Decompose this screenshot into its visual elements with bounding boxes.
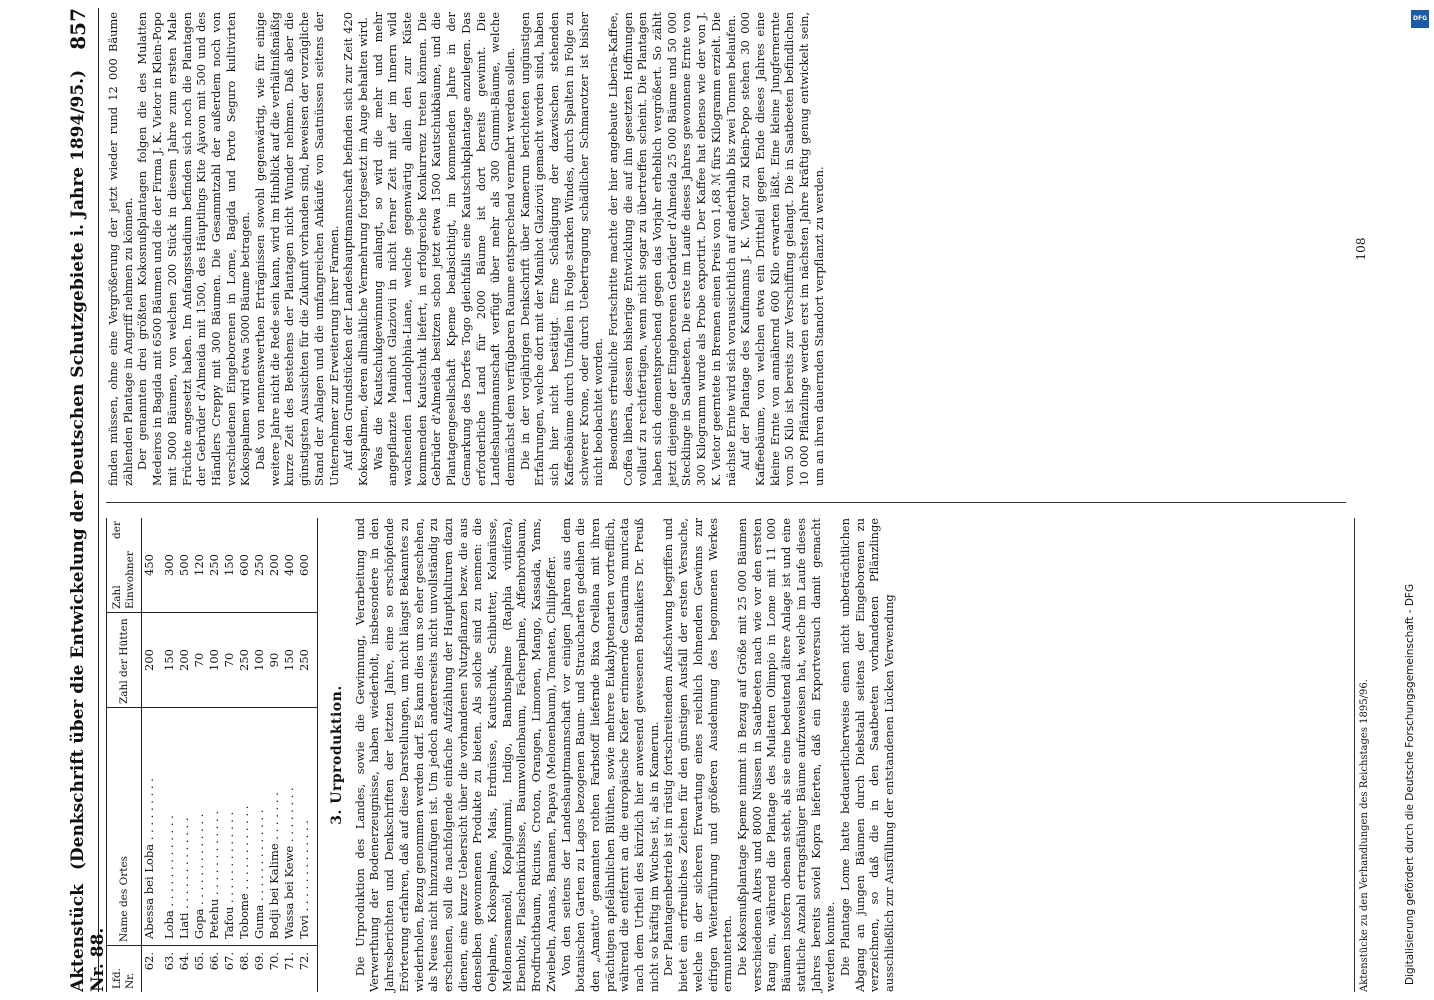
document-page [58,8,1382,992]
row-inhabitants: 300 [157,518,177,613]
paragraph: Auf den Grundstücken der Landeshauptmannschaft befinden sich zur Zeit 420 Kokospalmen, deren allmähliche Vermehrung fortgesetzt im Auge behalten wird. [341,12,370,486]
row-inhabitants: 600 [237,518,252,613]
row-place: Loba . . . . . . . . . . . . . [157,708,177,946]
row-number: 64. [177,952,191,971]
header-document-number: Aktenstück Nr. 88. [68,884,108,992]
table-header-row [107,518,142,992]
row-huts: 100 [252,613,267,708]
row-huts: 200 [177,613,192,708]
paragraph: Auf der Plantage des Kaufmanns J. K. Vietor zu Klein-Popo stehen 30 000 Kaffeebäume, von welchen etwa ein Drittheil gegen Ende dieses Jahres eine kleine Ernte von annähernd 600 Kilo erwarten läßt. Eine kleine Jungfernernte von 50 Kilo ist bereits zur Verschiffung gelangt. Die in Saatbeeten befindlichen 10 000 Pflänzlinge werden erst im nächsten Jahre kräftig genug entwickelt sein, um an ihren dauernden Standort verpflanzt zu werden. [738,12,826,486]
row-inhabitants: 500 [177,518,192,613]
row-place: Gopa . . . . . . . . . . . . . [192,708,207,946]
running-header [58,8,108,992]
table-row [177,518,192,992]
row-place: Tobome . . . . . . . . . . . . [237,708,252,946]
left-text-body [353,518,897,992]
paragraph: Besonders erfreuliche Fortschritte machte der hier angebaute Liberia-Kaffee, Coffea liberia, dessen bisherige Entwicklung die auf ihn gesetzten Hoffnungen vollauf zu rechtfertigen, wenn nicht sogar zu übertreffen scheint. Die Plantagen haben sich dementsprechend gegen das Vorjahr erheblich vergrößert. So zählt jetzt diejenige der Eingeborenen Gebrüder d'Almeida 25 000 Bäume und 50 000 Stecklinge in Saatbeeten. Die erste im Laufe dieses Jahres gewonnene Ernte von 300 Kilogramm wurde als Probe exportirt. Der Kaffee hat ebenso wie der von J. K. Vietor geerntete in Bremen einen Preis von 1,68 ℳ fürs Kilogramm erzielt. Die nächste Ernte wird sich voraussichtlich auf anderthalb bis zwei Tonnen belaufen. [605,12,738,486]
table-row [192,518,207,992]
table-row [297,518,318,992]
table-body [142,518,318,992]
left-column [106,518,897,992]
row-huts: 250 [237,613,252,708]
row-number: 67. [222,952,236,971]
village-table [106,518,318,992]
paragraph: Die Plantage Lome hatte bedauerlicherweise einen nicht unbeträchtlichen Abgang an jungen Bäumen durch Diebstahl seitens der Eingeborenen zu verzeichnen, so daß die in den Saatbeeten vorhandenen Pflänzlinge ausschließlich zur Ausfüllung der entstandenen Lücken Verwendung [837,518,897,992]
row-huts: 100 [207,613,222,708]
digitization-credit [1400,10,1422,990]
dfg-logo: DFG [1411,10,1429,28]
row-place: Guma . . . . . . . . . . . . . [252,708,267,946]
row-inhabitants: 250 [252,518,267,613]
row-place: Tafou . . . . . . . . . . . . . [222,708,237,946]
row-huts: 250 [297,613,318,708]
row-place: Tovi . . . . . . . . . . . . . [297,708,318,946]
table-row [252,518,267,992]
row-number: 65. [192,952,206,971]
paragraph: Die Urproduktion des Landes, sowie die Gewinnung, Verarbeitung und Verwerthung der Bodenerzeugnisse, haben wiederholt, insbesondere in den Jahresberichten und Denkschriften der letzten Jahre, eine so erschöpfende Erörterung erfahren, daß auf diese Darstellungen, um nicht längst Bekanntes zu wiederholen, Bezug genommen werden darf. Es kann dies um so eher geschehen, als Neues nicht hinzuzufügen ist. Um jedoch andererseits nicht unvollständig zu erscheinen, soll die nachfolgende einfache Aufzählung der Hauptkulturen dazu dienen, eine kurze Uebersicht über die vorhandenen Nutzpflanzen bezw. die aus denselben gewonnenen Produkte zu bieten. Als solche sind zu nennen: die Oelpalme, Kokospalme, Mais, Erdnüsse, Kautschuk, Schibutter, Kolanüsse, Melonensamenöl, Kopalgummi, Indigo, Bambuspalme (Raphia vinifera), Ebenholz, Flaschenkürbisse, Baumwollenbaum, Fächerpalme, Affenbrotbaum, Brodfruchtbaum, Ricinus, Croton, Orangen, Limonen, Mango, Kassada, Yams, Zwiebeln, Ananas, Bananen, Papaya (Melonenbaum), Tomaten, Chilipfeffer. [352,518,558,992]
col-header-inhabitants: Zahl der Einwohner [107,518,142,613]
paragraph: Die in der vorjährigen Denkschrift über Kamerun berichteten ungünstigen Erfahrungen, welche dort mit der Manihot Glaziovii gemacht worden sind, haben sich hier nicht bestätigt. Eine Schädigung der dazwischen stehenden Kaffeebäume durch Umfallen in Folge starken Windes, durch Spalten in Folge zu schwerer Krone, oder durch Uebertragung schädlicher Schmarotzer ist bisher nicht beobachtet worden. [517,12,606,486]
table-row [282,518,297,992]
row-inhabitants: 250 [207,518,222,613]
row-number: 71. [282,952,296,971]
row-inhabitants: 450 [142,518,158,613]
row-number: 66. [207,952,221,971]
row-number: 70. [267,952,281,971]
paragraph: Der Plantagenbetrieb ist in rüstig fortschreitendem Aufschwung begriffen und bietet ein erfreuliches Zeichen für den günstigen Ausfall der ersten Versuche, welche in der sicheren Erwartung eines reichlich lohnenden Gewinns zur eifrigen Weiterführung und größeren Ausdehnung des begonnenen Werkes ermunterten. [661,518,735,992]
paragraph: Der genannten drei größten Kokosnußplantagen folgen die des Mulatten Medeiros in Bagida mit 6500 Bäumen und die der Firma J. K. Vietor in Klein-Popo mit 5000 Bäumen, von welchen 200 Stück in diesem Jahre zum ersten Male Früchte angesetzt haben. Im Anfangsstadium befinden sich noch die Plantagen der Gebrüder d'Almeida mit 1500, des Häuptlings Kite Ajavon mit 500 und des Händlers Creppy mit 300 Bäumen. Die Gesammtzahl der außerdem noch von verschiedenen Eingeborenen in Lome, Bagida und Porto Seguro kultivirten Kokospalmen wird etwa 5000 Bäume betragen. [135,12,253,486]
row-huts: 150 [282,613,297,708]
paragraph: Von den seitens der Landeshauptmannschaft vor einigen Jahren aus dem botanischen Garten zu Lagos bezogenen Baum- und Straucharten gedeihen die den „Amatto“ genannten rothen Farbstoff liefernde Bixa Orellana mit ihren prächtigen apfelähnlichen Blüthen, sowie mehrere Eukalyptenarten vortrefflich, während die entfernt an die europäische Kiefer erinnernde Casuarina muricata nach dem Urtheil des kürzlich hier anwesend gewesenen Botanikers Dr. Preuß nicht so kräftig im Wuchse ist, als in Kamerun. [558,518,661,992]
page-number-bottom: 108 [1354,237,1368,261]
row-inhabitants: 200 [267,518,282,613]
table-row [142,518,158,992]
credit-text: Digitalisierung gefördert durch die Deutsche Forschungsgemeinschaft - DFG [1404,583,1416,985]
row-number: 62. [142,952,156,971]
row-huts: 70 [192,613,207,708]
right-text-body [106,12,826,486]
row-place: Wassa bei Kewe . . . . . . . . [282,708,297,946]
row-place: Petehu . . . . . . . . . . . . [207,708,222,946]
row-huts: 200 [142,613,158,708]
footer-note: Aktenstücke zu den Verhandlungen des Reichstages 1895/96. [1354,518,1370,992]
row-inhabitants: 400 [282,518,297,613]
right-column [106,12,826,486]
table-row [207,518,222,992]
paragraph: finden müssen, ohne eine Vergrößerung der jetzt wieder rund 12 000 Bäume zählenden Plantage in Angriff nehmen zu können. [106,12,135,486]
row-number: 68. [237,952,251,971]
col-header-huts: Zahl der Hütten [107,613,142,708]
row-number: 72. [297,946,318,993]
row-place: Bodji bei Kalime . . . . . . . [267,708,282,946]
row-huts: 90 [267,613,282,708]
row-place: Abessa bei Loba . . . . . . . . . [142,708,158,946]
row-huts: 70 [222,613,237,708]
column-divider [106,502,1346,503]
row-place: Liati . . . . . . . . . . . . . [177,708,192,946]
row-inhabitants: 150 [222,518,237,613]
row-inhabitants: 600 [297,518,318,613]
row-huts: 150 [157,613,177,708]
header-page-number: 857 [66,8,90,50]
paragraph: Was die Kautschukgewinnung anlangt, so wird die mehr und mehr angepflanzte Manihot Glaziovii in nicht ferner Zeit mit der im Innern wild wachsenden Landolphia-Liane, welche gegenwärtig allein den zur Küste kommenden Kautschuk liefert, in erfolgreiche Konkurrenz treten können. Die Gebrüder d'Almeida besitzen schon jetzt etwa 1500 Kautschukbäume, und die Plantagengesellschaft Kpeme beabsichtigt, im kommenden Jahre in der Gemarkung des Dorfes Togo gleichfalls eine Kautschukplantage anzulegen. Das erforderliche Land für 2000 Bäume ist dort bereits gewinnt. Die Landeshauptmannschaft verfügt über mehr als 300 Gummi-Bäume, welche demnächst dem verfügbaren Raume entsprechend vermehrt werden sollen. [370,12,517,486]
table-row [267,518,282,992]
paragraph: Die Kokosnußplantage Kpeme nimmt in Bezug auf Größe mit 25 000 Bäumen verschiedenen Alters und 8000 Nüssen in Saatbeeten nach wie vor den ersten Rang ein, während die Plantage des Mulatten Olimpio in Lome mit 11 000 Bäumen insofern obenan steht, als sie eine bedeutend ältere Anlage ist und eine stattliche Anzahl ertragsfähiger Bäume aufzuweisen hat, welche im Laufe dieses Jahres bereits soviel Kopra lieferten, daß ein Exportversuch damit gemacht werden konnte. [734,518,838,992]
row-number: 63. [162,952,176,971]
row-number: 69. [252,952,266,971]
table-row [222,518,237,992]
table-row [157,518,177,992]
header-title: (Denkschrift über die Entwickelung der Deutschen Schutzgebiete i. Jahre 1894/95.) [68,69,88,871]
row-inhabitants: 120 [192,518,207,613]
paragraph: Daß von nennenswerthen Erträgnissen sowohl gegenwärtig, wie für einige weitere Jahre nicht die Rede sein kann, wird im Hinblick auf die verhältnißmäßig kurze Zeit des Bestehens der Plantagen nicht Wunder nehmen. Daß aber die günstigsten Aussichten für die Zukunft vorhanden sind, beweisen der vorzügliche Stand der Anlagen und die umfangreichen Ankäufe von Saatnüssen seitens der Unternehmer zur Erweiterung ihrer Farmen. [253,12,341,486]
table-row [237,518,252,992]
section-title: 3. Urproduktion. [329,685,345,825]
col-header-place: Name des Ortes [107,708,142,946]
col-header-number: Lfd. Nr. [107,946,142,993]
